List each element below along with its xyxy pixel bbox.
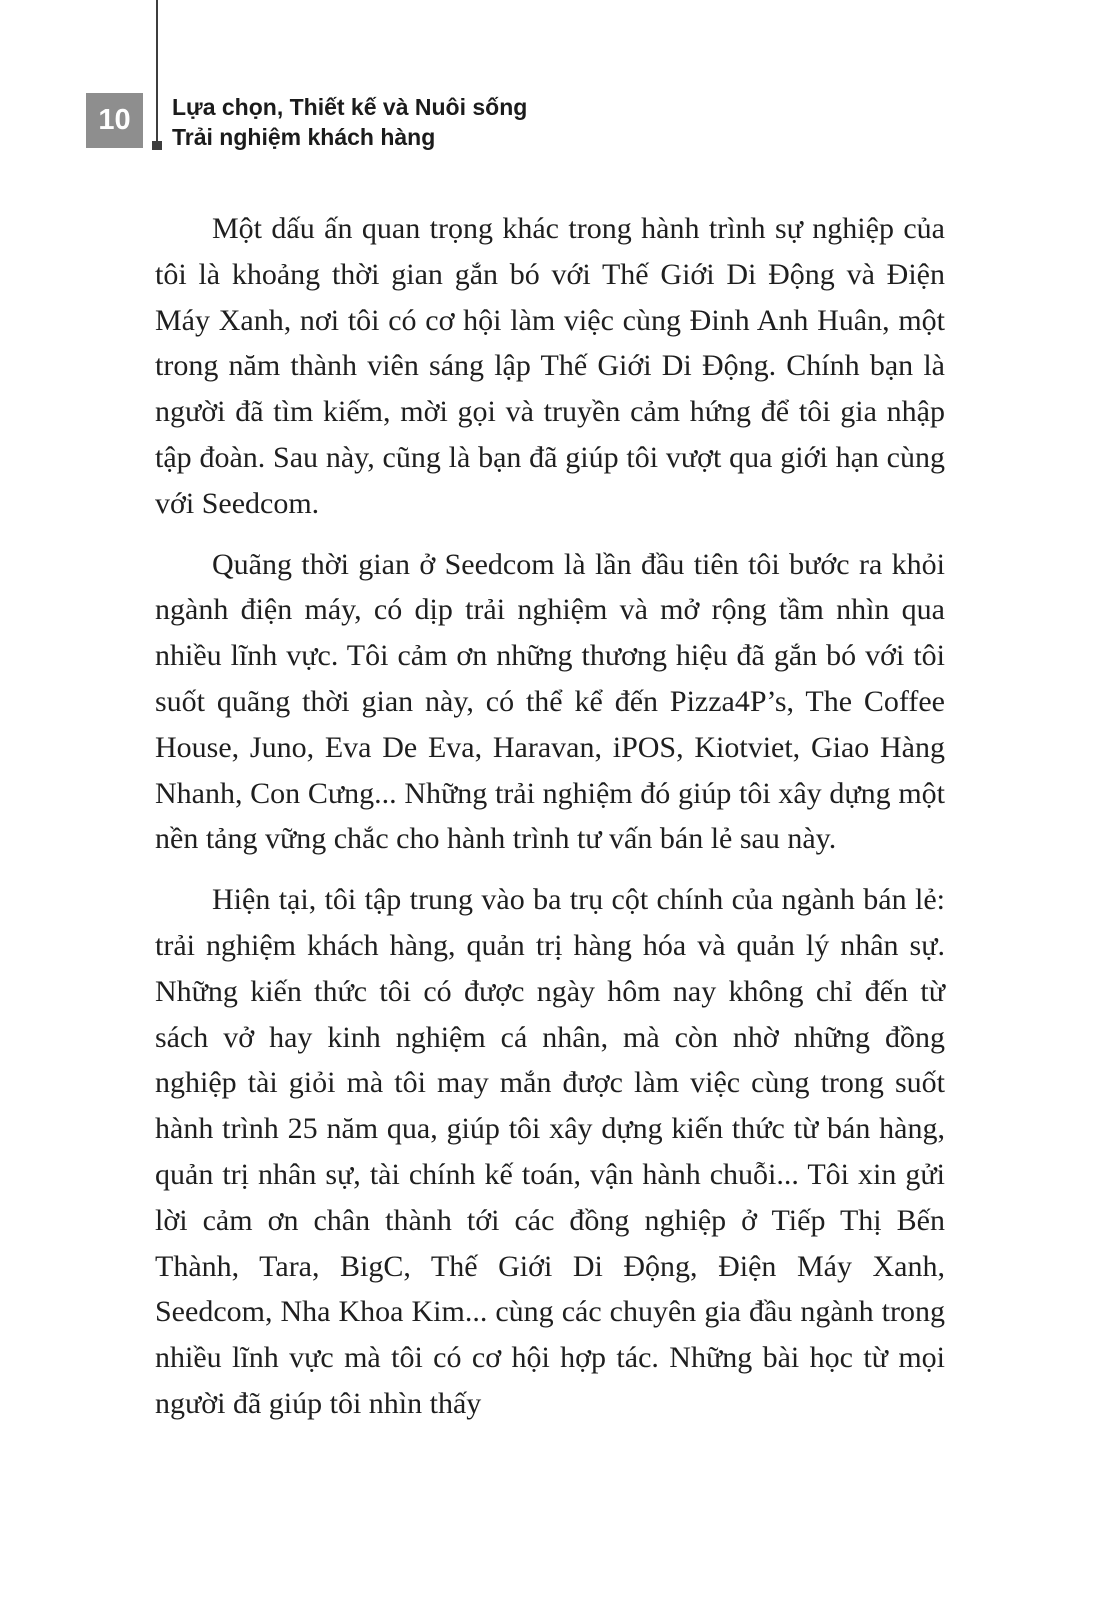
running-header: [172, 92, 527, 152]
running-header-line-2: Trải nghiệm khách hàng: [172, 124, 436, 150]
running-header-line-1: Lựa chọn, Thiết kế và Nuôi sống: [172, 94, 528, 120]
chapter-rule-dot: [152, 141, 162, 150]
page-number-badge: [86, 93, 143, 148]
paragraph: Hiện tại, tôi tập trung vào ba trụ cột chính của ngành bán lẻ: trải nghiệm khách hàng, quản trị hàng hóa và quản lý nhân sự. Những kiến thức tôi có được ngày hôm nay không chỉ đến từ sách vở hay kinh nghiệm cá nhân, mà còn nhờ những đồng nghiệp tài giỏi mà tôi may mắn được làm việc cùng trong suốt hành trình 25 năm qua, giúp tôi xây dựng kiến thức từ bán hàng, quản trị nhân sự, tài chính kế toán, vận hành chuỗi... Tôi xin gửi lời cảm ơn chân thành tới các đồng nghiệp ở Tiếp Thị Bến Thành, Tara, BigC, Thế Giới Di Động, Điện Máy Xanh, Seedcom, Nha Khoa Kim... cùng các chuyên gia đầu ngành trong nhiều lĩnh vực mà tôi có cơ hội hợp tác. Những bài học từ mọi người đã giúp tôi nhìn thấy: [155, 883, 945, 1420]
page-number: 10: [98, 104, 131, 136]
page-body: [155, 206, 945, 1442]
chapter-rule-line: [156, 0, 158, 142]
paragraph: Quãng thời gian ở Seedcom là lần đầu tiên tôi bước ra khỏi ngành điện máy, có dịp trải nghiệm và mở rộng tầm nhìn qua nhiều lĩnh vực. Tôi cảm ơn những thương hiệu đã gắn bó với tôi suốt quãng thời gian này, có thể kể đến Pizza4P’s, The Coffee House, Juno, Eva De Eva, Haravan, iPOS, Kiotviet, Giao Hàng Nhanh, Con Cưng... Những trải nghiệm đó giúp tôi xây dựng một nền tảng vững chắc cho hành trình tư vấn bán lẻ sau này.: [155, 547, 945, 856]
paragraph: Một dấu ấn quan trọng khác trong hành trình sự nghiệp của tôi là khoảng thời gian gắn bó với Thế Giới Di Động và Điện Máy Xanh, nơi tôi có cơ hội làm việc cùng Đinh Anh Huân, một trong năm thành viên sáng lập Thế Giới Di Động. Chính bạn là người đã tìm kiếm, mời gọi và truyền cảm hứng để tôi gia nhập tập đoàn. Sau này, cũng là bạn đã giúp tôi vượt qua giới hạn cùng với Seedcom.: [155, 212, 945, 520]
